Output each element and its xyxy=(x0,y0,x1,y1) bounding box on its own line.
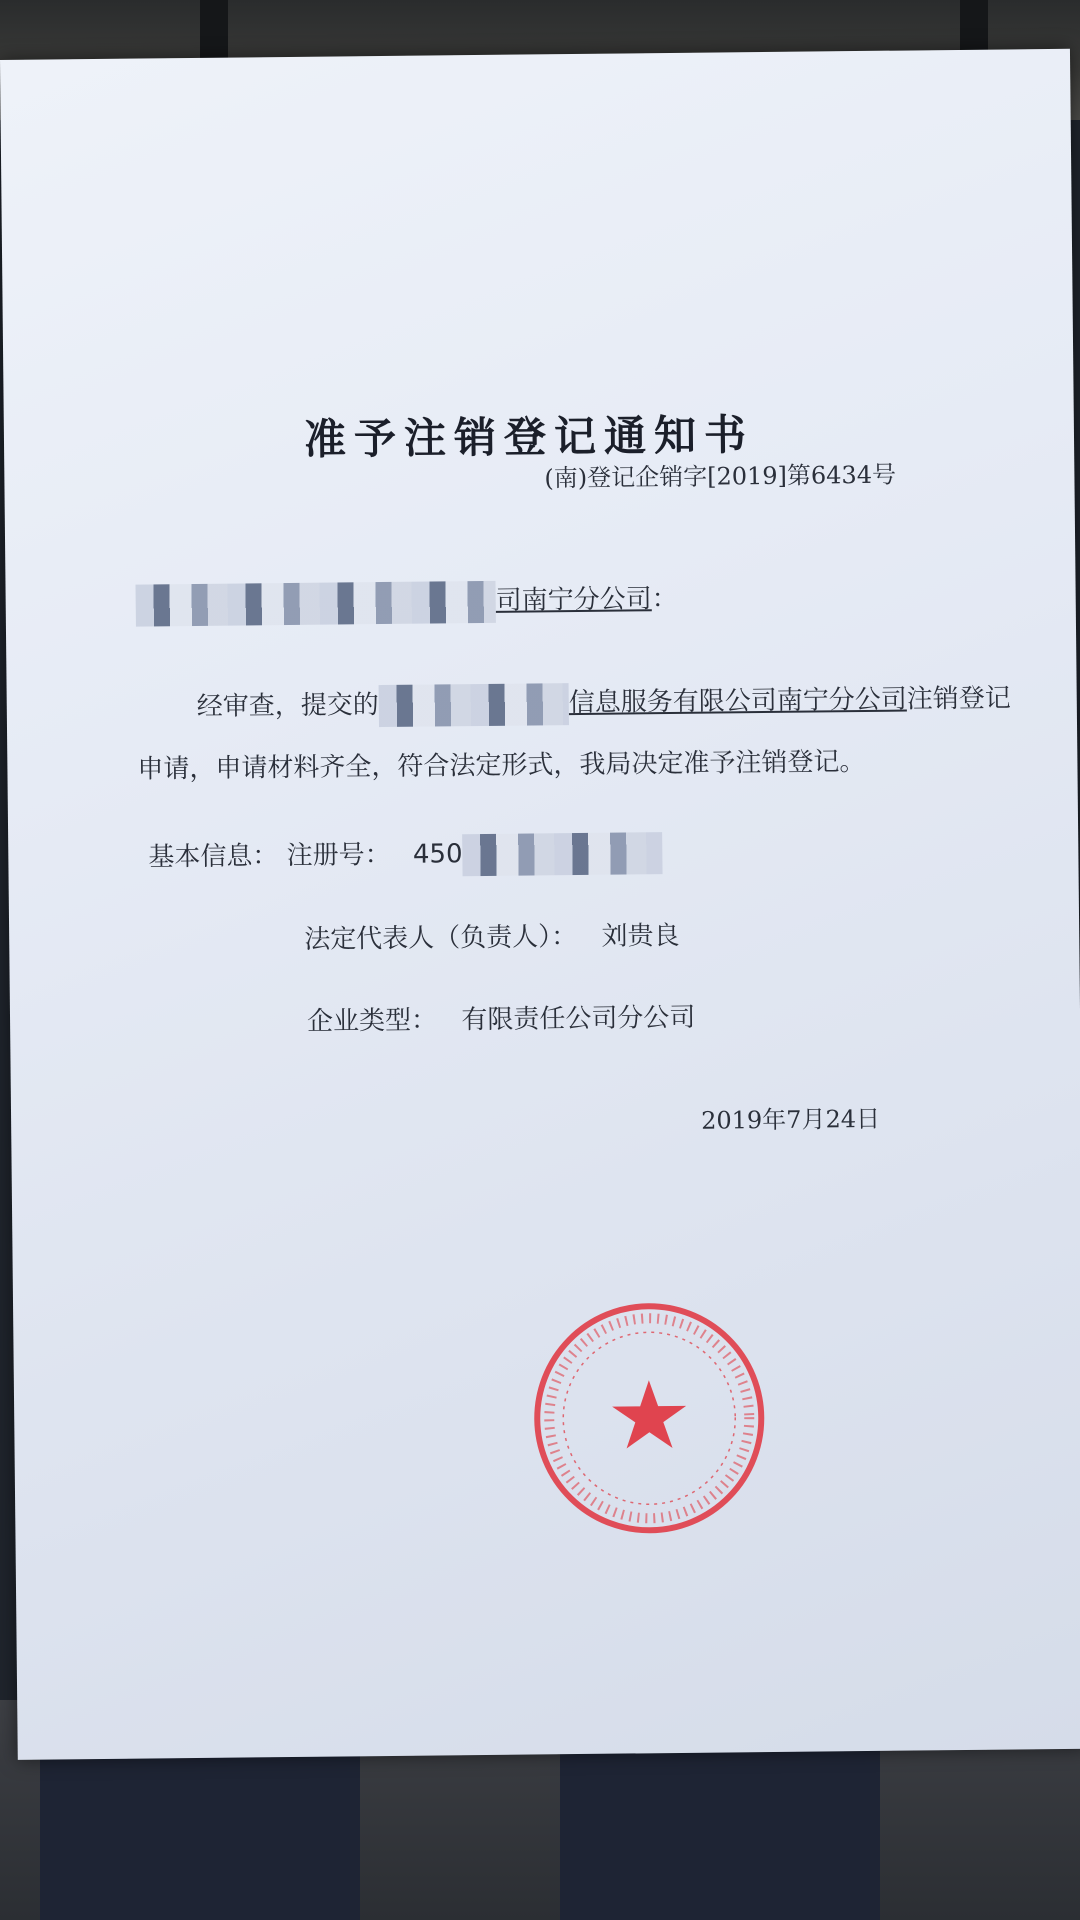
document-date: 2019年7月24日 xyxy=(700,1104,881,1135)
addressee-colon: ： xyxy=(651,583,678,615)
document-sheet xyxy=(0,49,1080,1760)
redacted-block xyxy=(379,683,569,727)
company-type-row xyxy=(307,997,696,1038)
body-rest: 注销登记申请，申请材料齐全，符合法定形式，我局决定准予注销登记。 xyxy=(137,683,1011,785)
addressee-name: 司南宁分公司 xyxy=(495,584,652,616)
reg-no-value: 450 xyxy=(412,839,463,870)
company-type-label: 企业类型： xyxy=(306,1005,438,1037)
legal-rep-row xyxy=(304,915,680,956)
body-company: 信息服务有限公司南宁分公司 xyxy=(568,684,907,719)
document-number: (南)登记企销字[2019]第6434号 xyxy=(544,460,897,493)
legal-rep-label: 法定代表人（负责人）： xyxy=(304,922,578,955)
reg-no-label: 注册号： xyxy=(286,839,391,872)
star-icon xyxy=(612,1380,687,1449)
official-seal xyxy=(528,1297,771,1540)
addressee-line xyxy=(135,578,677,627)
basic-info-row xyxy=(148,831,663,879)
basic-info-label: 基本信息： xyxy=(148,841,279,873)
redacted-block xyxy=(136,581,496,627)
document-title: 准予注销登记通知书 xyxy=(303,410,755,464)
redacted-block xyxy=(462,832,662,876)
company-type-value: 有限责任公司分公司 xyxy=(461,1002,696,1036)
body-prefix: 经审查，提交的 xyxy=(196,690,379,722)
notice-body xyxy=(136,667,1017,800)
legal-rep-value: 刘贵良 xyxy=(601,920,680,952)
